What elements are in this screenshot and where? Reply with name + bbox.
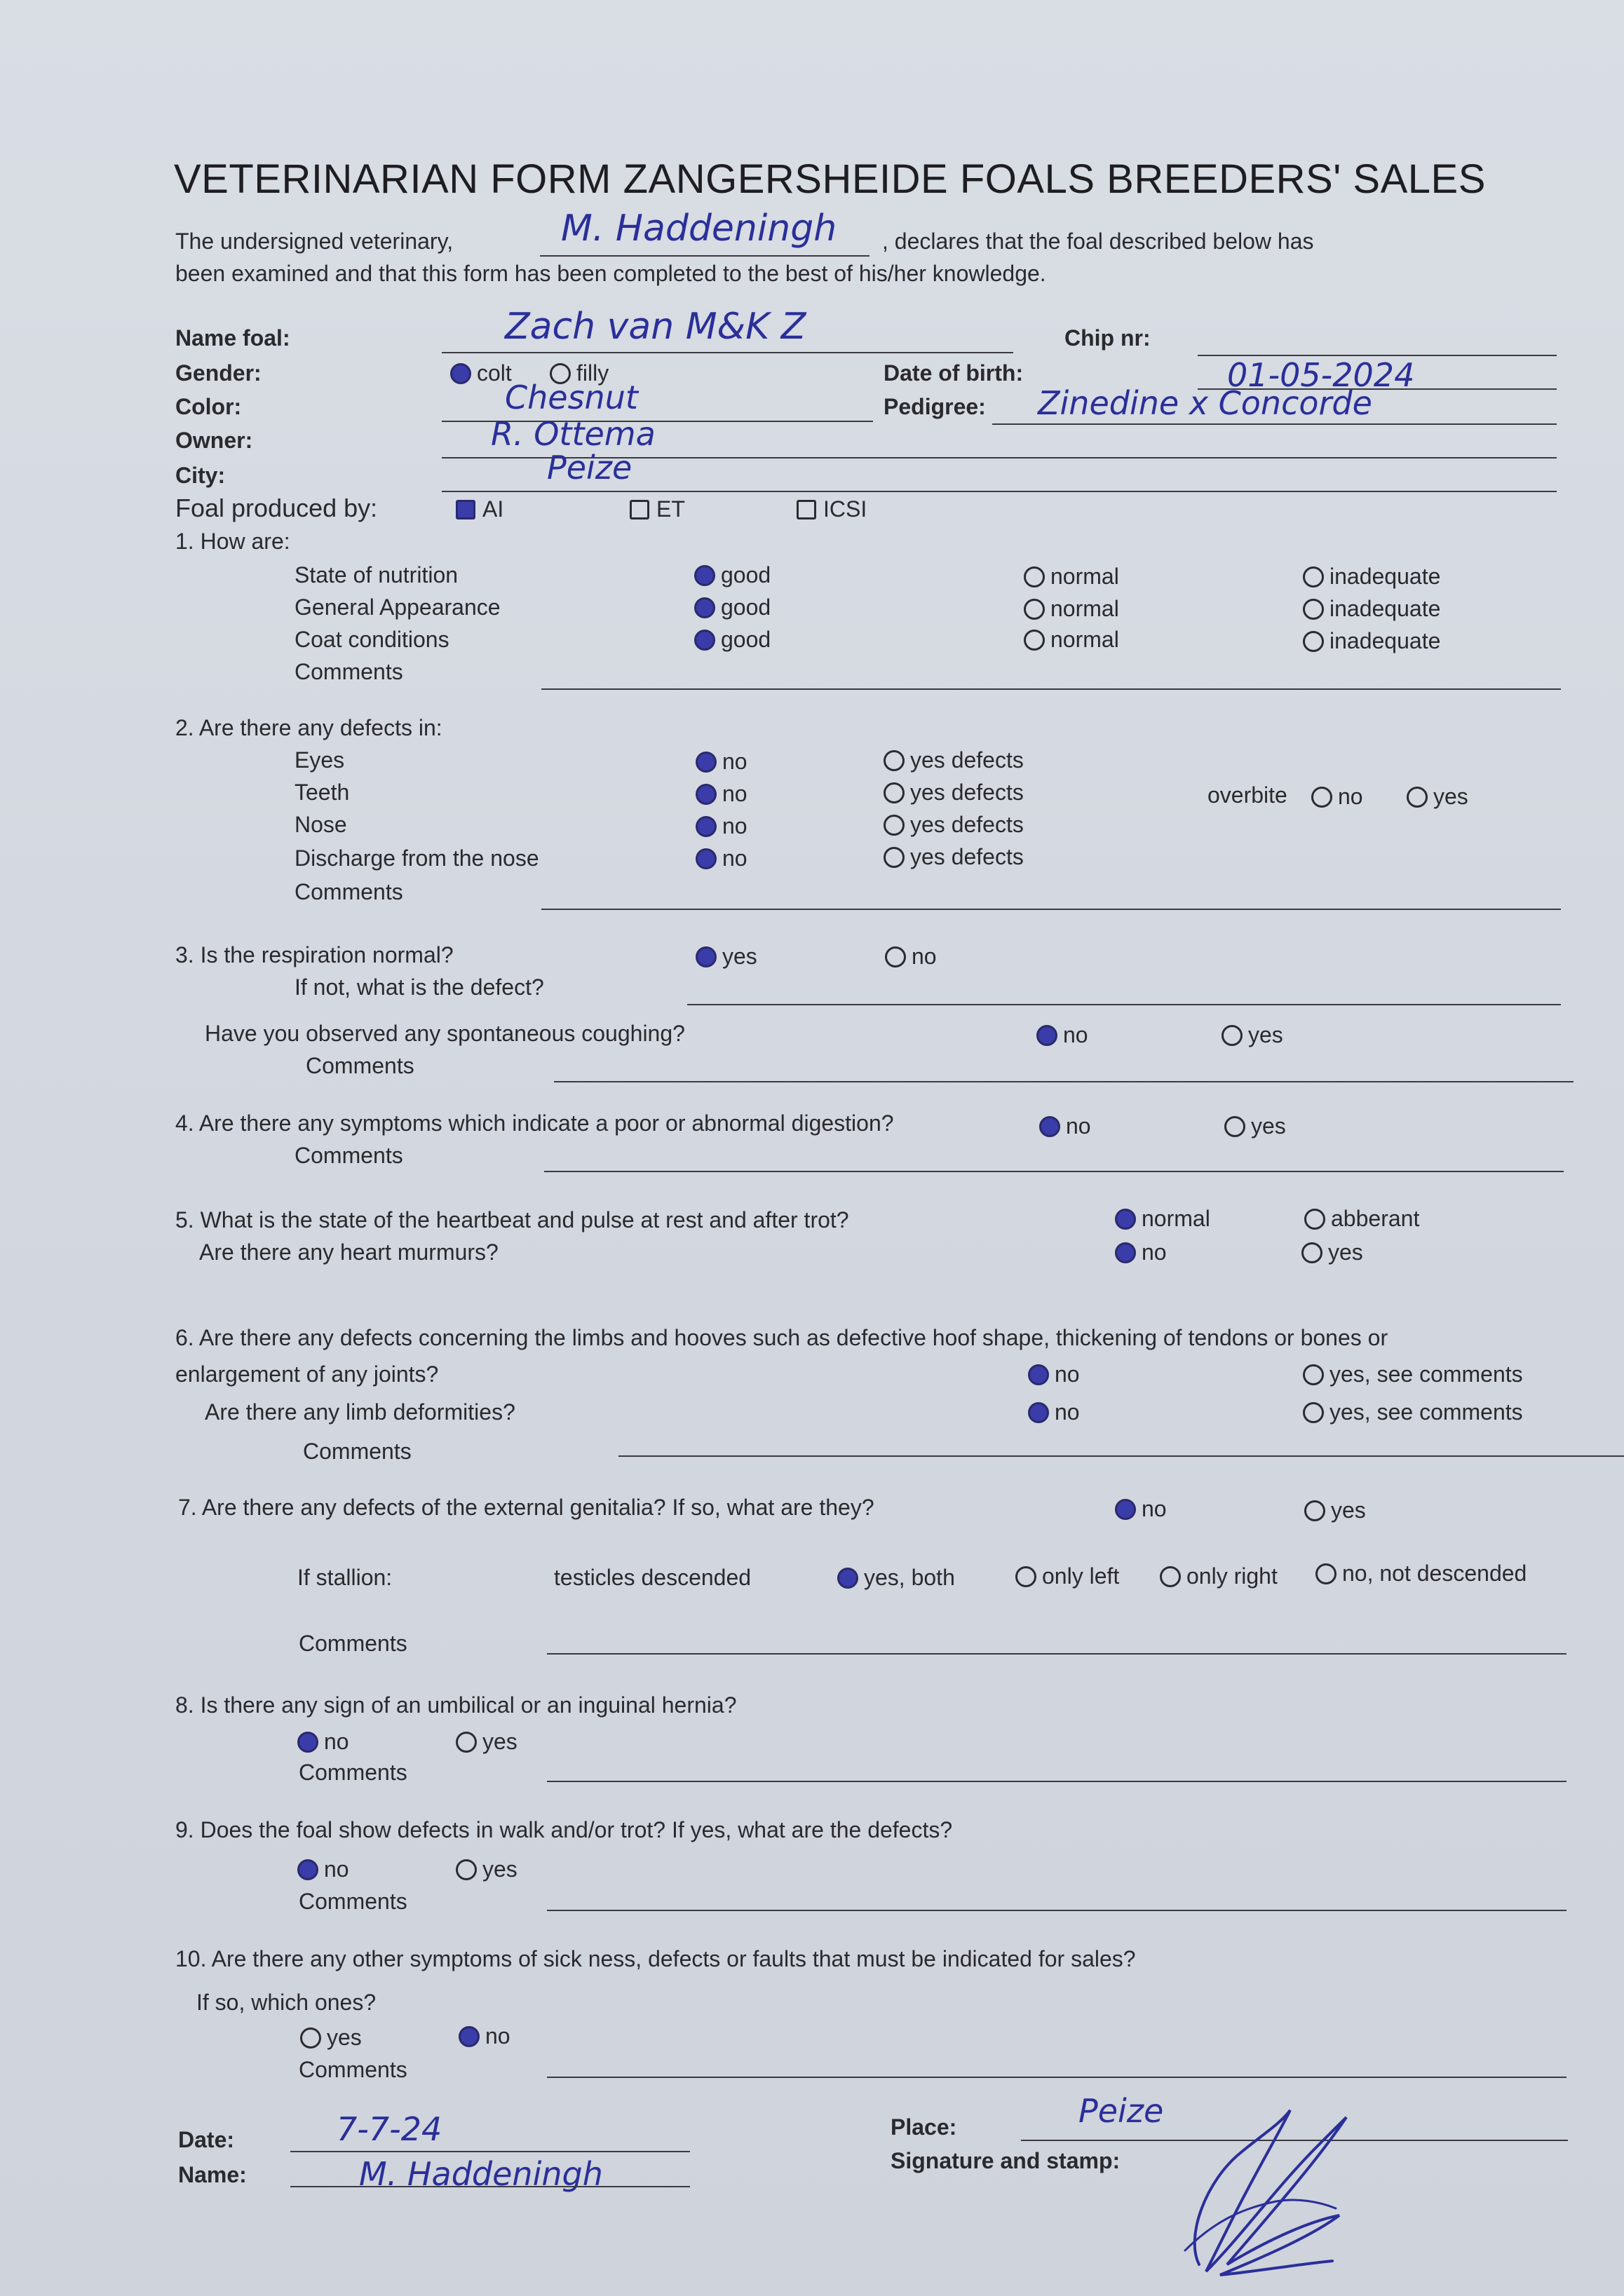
radio-empty-icon <box>1224 1116 1245 1137</box>
radio-checked-icon <box>694 565 715 586</box>
radio-empty-icon <box>1315 1563 1337 1584</box>
city-label: City: <box>175 463 226 488</box>
q8-yes[interactable]: yes <box>456 1729 517 1755</box>
q7-yes[interactable]: yes <box>1304 1497 1366 1523</box>
q1-nutrition-good[interactable]: good <box>694 562 771 588</box>
q3-cough-question: Have you observed any spontaneous coughing? <box>205 1021 685 1046</box>
radio-empty-icon <box>884 847 905 868</box>
q6-comments-label: Comments <box>303 1439 412 1464</box>
q5-murmurs-yes[interactable]: yes <box>1301 1239 1363 1265</box>
q1-comments-line <box>541 688 1561 690</box>
radio-empty-icon <box>1303 1402 1324 1423</box>
q10-no[interactable]: no <box>459 2023 510 2049</box>
q2-discharge-no[interactable]: no <box>696 845 747 871</box>
q5-murmurs: Are there any heart murmurs? <box>199 1239 499 1265</box>
radio-checked-icon <box>696 816 717 837</box>
q2-eyes-no[interactable]: no <box>696 749 747 775</box>
radio-empty-icon <box>1407 787 1428 808</box>
q2-teeth-yes[interactable]: yes defects <box>884 780 1024 806</box>
q1-nutrition-inadequate[interactable]: inadequate <box>1303 564 1440 590</box>
radio-empty-icon <box>884 815 905 836</box>
radio-checked-icon <box>696 752 717 773</box>
place-label: Place: <box>891 2114 957 2140</box>
radio-empty-icon <box>884 750 905 771</box>
gender-filly[interactable]: filly <box>550 360 609 386</box>
gender-colt[interactable]: colt <box>450 360 512 386</box>
q1-comments-label: Comments <box>295 659 403 684</box>
q2-comments-label: Comments <box>295 879 403 904</box>
pedigree-line <box>992 423 1557 425</box>
q3-no[interactable]: no <box>885 944 937 970</box>
intro-text-2: , declares that the foal described below has <box>882 229 1314 254</box>
city-value: Peize <box>547 449 632 487</box>
radio-empty-icon <box>1160 1566 1181 1587</box>
q7-if-stallion: If stallion: <box>297 1565 393 1590</box>
q3-heading: 3. Is the respiration normal? <box>175 942 454 967</box>
signature-scribble-icon <box>1157 2096 1360 2285</box>
q2-comments-line <box>541 909 1561 910</box>
q1-coat-inadequate[interactable]: inadequate <box>1303 628 1440 654</box>
radio-checked-icon <box>837 1568 858 1589</box>
q5-normal[interactable]: normal <box>1115 1206 1210 1232</box>
radio-empty-icon <box>1303 599 1324 620</box>
radio-empty-icon <box>456 1859 477 1880</box>
radio-checked-icon <box>1028 1364 1049 1385</box>
q6-heading-1: 6. Are there any defects concerning the limbs and hooves such as defective hoof shape, thickening of tendons or bones or <box>175 1325 1388 1350</box>
radio-checked-icon <box>696 946 717 967</box>
q1-appearance-good[interactable]: good <box>694 595 771 620</box>
gender-label: Gender: <box>175 360 262 386</box>
q1-row-appearance: General Appearance <box>295 595 501 620</box>
q5-heading: 5. What is the state of the heartbeat and pulse at rest and after trot? <box>175 1207 849 1232</box>
checkbox-empty-icon <box>797 500 816 519</box>
q4-no[interactable]: no <box>1039 1113 1091 1139</box>
q2-nose-yes[interactable]: yes defects <box>884 812 1024 838</box>
q7-only-right[interactable]: only right <box>1160 1563 1278 1589</box>
date-line <box>290 2151 690 2152</box>
q3-comments-line <box>554 1081 1574 1082</box>
q8-comments-line <box>547 1781 1567 1782</box>
q4-yes[interactable]: yes <box>1224 1113 1286 1139</box>
q1-row-nutrition: State of nutrition <box>295 562 459 587</box>
q1-heading: 1. How are: <box>175 529 290 554</box>
q2-row-nose: Nose <box>295 812 347 837</box>
radio-empty-icon <box>300 2027 321 2049</box>
q1-appearance-normal[interactable]: normal <box>1024 596 1119 622</box>
q9-comments-label: Comments <box>299 1889 407 1914</box>
produced-ai[interactable]: AI <box>456 496 503 522</box>
q7-no[interactable]: no <box>1115 1496 1167 1522</box>
radio-checked-icon <box>459 2026 480 2047</box>
radio-checked-icon <box>1039 1116 1060 1137</box>
q9-heading: 9. Does the foal show defects in walk and/or trot? If yes, what are the defects? <box>175 1817 953 1842</box>
produced-icsi[interactable]: ICSI <box>797 496 867 522</box>
radio-empty-icon <box>1303 566 1324 587</box>
radio-checked-icon <box>694 597 715 618</box>
radio-checked-icon <box>1115 1242 1136 1263</box>
q6-joints-no[interactable]: no <box>1028 1361 1080 1387</box>
radio-checked-icon <box>1115 1499 1136 1520</box>
radio-empty-icon <box>1303 1364 1324 1385</box>
radio-empty-icon <box>1024 599 1045 620</box>
q5-murmurs-no[interactable]: no <box>1115 1239 1167 1265</box>
radio-empty-icon <box>1015 1566 1036 1587</box>
owner-value: R. Ottema <box>491 415 656 453</box>
q10-heading-2: If so, which ones? <box>196 1990 377 2015</box>
checkbox-empty-icon <box>630 500 649 519</box>
q10-comments-label: Comments <box>299 2057 407 2082</box>
q2-heading: 2. Are there any defects in: <box>175 715 442 740</box>
radio-empty-icon <box>1311 787 1332 808</box>
q7-heading: 7. Are there any defects of the external genitalia? If so, what are they? <box>178 1495 874 1520</box>
q8-comments-label: Comments <box>299 1760 407 1785</box>
overbite-no[interactable]: no <box>1311 784 1363 810</box>
checkbox-checked-icon <box>456 500 475 519</box>
q7-testicles: testicles descended <box>554 1565 752 1590</box>
q8-heading: 8. Is there any sign of an umbilical or an inguinal hernia? <box>175 1692 737 1718</box>
radio-checked-icon <box>696 784 717 805</box>
name-label: Name: <box>178 2162 247 2187</box>
q6-joints-yes[interactable]: yes, see comments <box>1303 1361 1523 1387</box>
radio-empty-icon <box>885 946 906 967</box>
color-label: Color: <box>175 394 242 419</box>
radio-checked-icon <box>694 630 715 651</box>
q9-comments-line <box>547 1910 1567 1911</box>
q8-no[interactable]: no <box>297 1729 349 1755</box>
q10-heading-1: 10. Are there any other symptoms of sick ness, defects or faults that must be indicated for sales? <box>175 1946 1136 1971</box>
dob-label: Date of birth: <box>884 360 1024 386</box>
radio-empty-icon <box>1301 1242 1322 1263</box>
radio-empty-icon <box>1304 1500 1325 1521</box>
q1-coat-good[interactable]: good <box>694 627 771 653</box>
q9-no[interactable]: no <box>297 1856 349 1882</box>
city-line <box>442 491 1557 492</box>
radio-empty-icon <box>1222 1025 1243 1046</box>
radio-checked-icon <box>297 1732 318 1753</box>
pedigree-label: Pedigree: <box>884 394 986 419</box>
q7-comments-label: Comments <box>299 1631 407 1656</box>
q4-heading: 4. Are there any symptoms which indicate a poor or abnormal digestion? <box>175 1110 894 1136</box>
q5-abberant[interactable]: abberant <box>1304 1206 1419 1232</box>
date-label: Date: <box>178 2127 235 2152</box>
q2-teeth-no[interactable]: no <box>696 781 747 807</box>
q3-if-not: If not, what is the defect? <box>295 974 544 1000</box>
overbite-yes[interactable]: yes <box>1407 784 1468 810</box>
radio-empty-icon <box>1303 631 1324 652</box>
radio-empty-icon <box>1304 1209 1325 1230</box>
q9-yes[interactable]: yes <box>456 1856 517 1882</box>
q10-yes[interactable]: yes <box>300 2025 362 2051</box>
chip-label: Chip nr: <box>1064 325 1151 351</box>
q3-yes[interactable]: yes <box>696 944 757 970</box>
q6-limb-yes[interactable]: yes, see comments <box>1303 1399 1523 1425</box>
q2-row-discharge: Discharge from the nose <box>295 845 539 871</box>
q3-cough-no[interactable]: no <box>1036 1022 1088 1048</box>
overbite-label: overbite <box>1207 782 1287 808</box>
q1-appearance-inadequate[interactable]: inadequate <box>1303 596 1440 622</box>
radio-empty-icon <box>456 1732 477 1753</box>
q2-eyes-yes[interactable]: yes defects <box>884 747 1024 773</box>
q2-discharge-yes[interactable]: yes defects <box>884 844 1024 870</box>
vet-name-line <box>540 255 869 257</box>
q1-coat-normal[interactable]: normal <box>1024 627 1119 653</box>
color-value: Chesnut <box>505 379 638 416</box>
radio-empty-icon <box>884 782 905 803</box>
q4-comments-label: Comments <box>295 1143 403 1168</box>
pedigree-value: Zinedine x Concorde <box>1038 384 1372 422</box>
q3-cough-yes[interactable]: yes <box>1222 1022 1283 1048</box>
name-value: M. Haddeningh <box>359 2155 603 2193</box>
name-foal-line <box>442 352 1013 353</box>
radio-checked-icon <box>1036 1025 1057 1046</box>
dob-value: 01-05-2024 <box>1227 356 1415 394</box>
radio-checked-icon <box>1028 1402 1049 1423</box>
produced-et[interactable]: ET <box>630 496 685 522</box>
q1-row-coat: Coat conditions <box>295 627 449 652</box>
q2-row-eyes: Eyes <box>295 747 345 773</box>
name-foal-value: Zach van M&K Z <box>505 306 806 348</box>
q7-only-left[interactable]: only left <box>1015 1563 1119 1589</box>
form-title: VETERINARIAN FORM ZANGERSHEIDE FOALS BREEDERS' SALES <box>174 156 1486 202</box>
q7-not-descended[interactable]: no, not descended <box>1315 1561 1527 1587</box>
q4-comments-line <box>544 1171 1564 1172</box>
q7-comments-line <box>547 1653 1567 1655</box>
intro-text-1: The undersigned veterinary, <box>175 229 454 254</box>
q6-comments-line <box>618 1455 1624 1457</box>
owner-label: Owner: <box>175 428 253 453</box>
radio-checked-icon <box>696 848 717 869</box>
q6-heading-2: enlargement of any joints? <box>175 1361 439 1387</box>
radio-checked-icon <box>1115 1209 1136 1230</box>
vet-name-handwritten: M. Haddeningh <box>561 208 837 250</box>
q7-yes-both[interactable]: yes, both <box>837 1565 955 1591</box>
place-value: Peize <box>1078 2092 1164 2130</box>
produced-label: Foal produced by: <box>175 494 378 522</box>
intro-text-3: been examined and that this form has been completed to the best of his/her knowledge. <box>175 261 1046 286</box>
q1-nutrition-normal[interactable]: normal <box>1024 564 1119 590</box>
q6-limb-question: Are there any limb deformities? <box>205 1399 515 1425</box>
radio-checked-icon <box>297 1859 318 1880</box>
name-foal-label: Name foal: <box>175 325 290 351</box>
signature-label: Signature and stamp: <box>891 2148 1121 2173</box>
radio-empty-icon <box>1024 630 1045 651</box>
q10-comments-line <box>547 2077 1567 2078</box>
date-value: 7-7-24 <box>337 2110 442 2148</box>
radio-empty-icon <box>1024 566 1045 587</box>
q2-nose-no[interactable]: no <box>696 813 747 839</box>
q3-comments-label: Comments <box>306 1053 414 1078</box>
q2-row-teeth: Teeth <box>295 780 350 805</box>
q6-limb-no[interactable]: no <box>1028 1399 1080 1425</box>
radio-checked-icon <box>450 363 471 384</box>
q3-defect-line <box>687 1004 1561 1005</box>
name-line <box>290 2186 690 2187</box>
